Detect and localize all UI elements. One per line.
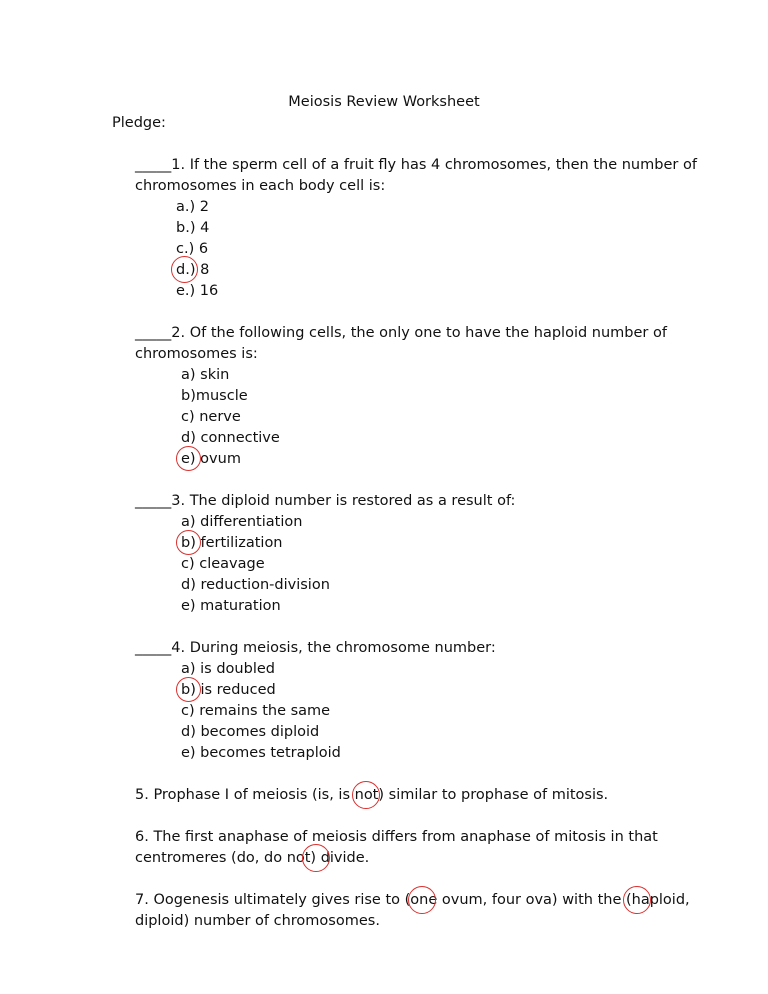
q2-stem-cont: chromosomes is: (135, 346, 258, 362)
answer-circle-q4 (176, 677, 201, 702)
answer-circle-q7-amount (408, 886, 436, 914)
q3-option-a: a) differentiation (181, 514, 303, 530)
q4-option-d: d) becomes diploid (181, 724, 320, 740)
q1-option-a: a.) 2 (176, 199, 209, 215)
q4-stem: _____4. During meiosis, the chromosome number: (135, 640, 496, 656)
q2-option-e: e) ovum (181, 451, 241, 467)
q2-option-c: c) nerve (181, 409, 241, 425)
answer-circle-q6 (302, 844, 330, 872)
q4-option-b: b) is reduced (181, 682, 276, 698)
q4-option-c: c) remains the same (181, 703, 331, 719)
answer-circle-q7-ploidy (623, 886, 651, 914)
q3-option-c: c) cleavage (181, 556, 265, 572)
q2-option-a: a) skin (181, 367, 230, 383)
q7-text: 7. Oogenesis ultimately gives rise to (one ovum, four ova) with the (haploid, (135, 892, 690, 908)
answer-circle-q1 (171, 256, 198, 283)
q3-stem: _____3. The diploid number is restored as a result of: (135, 493, 516, 509)
q1-stem-cont: chromosomes in each body cell is: (135, 178, 386, 194)
q1-option-d: d.) 8 (176, 262, 210, 278)
q1-option-b: b.) 4 (176, 220, 210, 236)
answer-circle-q2 (176, 446, 201, 471)
answer-circle-q3 (176, 530, 201, 555)
q3-option-b: b) fertilization (181, 535, 283, 551)
q3-option-d: d) reduction-division (181, 577, 330, 593)
q2-option-b: b)muscle (181, 388, 248, 404)
q1-option-e: e.) 16 (176, 283, 219, 299)
q1-stem: _____1. If the sperm cell of a fruit fly has 4 chromosomes, then the number of (135, 157, 697, 173)
page-title: Meiosis Review Worksheet (288, 94, 480, 110)
q4-option-a: a) is doubled (181, 661, 275, 677)
q2-option-d: d) connective (181, 430, 280, 446)
q7-text-cont: diploid) number of chromosomes. (135, 913, 380, 929)
q2-stem: _____2. Of the following cells, the only one to have the haploid number of (135, 325, 667, 341)
q5-text: 5. Prophase I of meiosis (is, is not) similar to prophase of mitosis. (135, 787, 609, 803)
q3-option-e: e) maturation (181, 598, 281, 614)
q4-option-e: e) becomes tetraploid (181, 745, 341, 761)
pledge-label: Pledge: (112, 115, 166, 131)
answer-circle-q5 (352, 781, 380, 809)
q6-text-cont: centromeres (do, do not) divide. (135, 850, 370, 866)
q6-text: 6. The first anaphase of meiosis differs from anaphase of mitosis in that (135, 829, 658, 845)
q1-option-c: c.) 6 (176, 241, 209, 257)
